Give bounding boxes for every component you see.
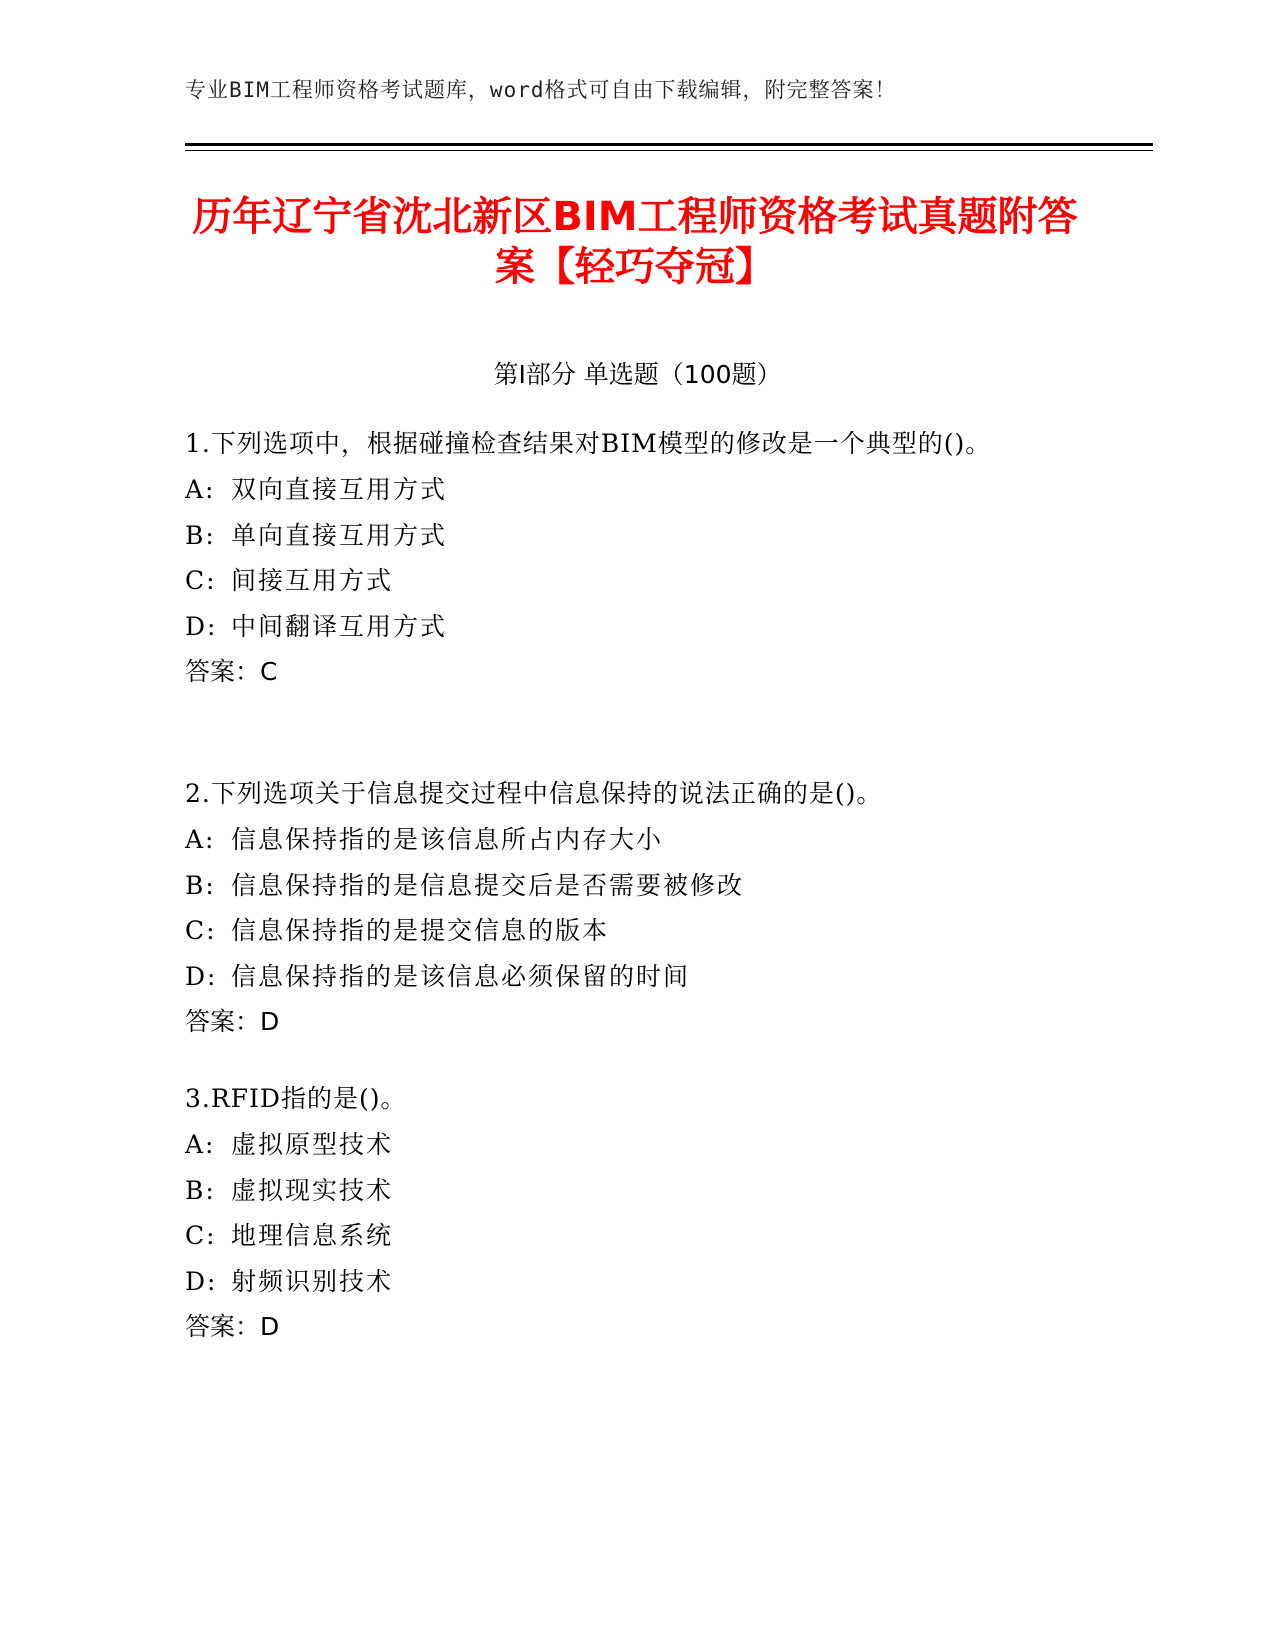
option-d	[185, 1259, 1085, 1305]
answer: 答案：D	[185, 1312, 280, 1341]
option-text: 虚拟现实技术	[231, 1175, 394, 1205]
option-text: 信息保持指的是该信息必须保留的时间	[231, 961, 691, 991]
option-d	[185, 604, 1085, 650]
answer: 答案：D	[185, 1007, 280, 1036]
option-key: B:	[185, 1175, 216, 1205]
option-key: B:	[185, 870, 216, 900]
option-a	[185, 1122, 1085, 1168]
option-key: D:	[185, 961, 218, 991]
option-c	[185, 558, 1085, 604]
option-key: D:	[185, 1266, 218, 1296]
option-text: 信息保持指的是信息提交后是否需要被修改	[231, 870, 745, 900]
question-1	[185, 421, 1085, 695]
option-text: 地理信息系统	[231, 1221, 394, 1250]
option-text: 间接互用方式	[231, 566, 394, 595]
option-c	[185, 908, 1085, 954]
option-a	[185, 817, 1085, 863]
option-text: 中间翻译互用方式	[231, 611, 448, 641]
option-key: B:	[185, 520, 216, 550]
option-text: 虚拟原型技术	[231, 1130, 394, 1159]
option-key: C:	[185, 566, 217, 595]
option-key: A:	[185, 475, 216, 504]
option-a	[185, 467, 1085, 513]
option-text: 单向直接互用方式	[231, 520, 448, 550]
question-3	[185, 1076, 1085, 1350]
option-key: C:	[185, 1221, 217, 1250]
answer: 答案：C	[185, 657, 278, 686]
option-text: 双向直接互用方式	[231, 475, 448, 504]
option-d	[185, 954, 1085, 1000]
option-b	[185, 863, 1085, 909]
option-b	[185, 1168, 1085, 1214]
option-b	[185, 513, 1085, 559]
option-text: 射频识别技术	[231, 1266, 394, 1296]
question-stem: 3.RFID指的是()。	[185, 1084, 407, 1113]
section-title: 第Ⅰ部分 单选题（100题）	[493, 360, 782, 389]
header-note: 专业BIM工程师资格考试题库，word格式可自由下载编辑，附完整答案！	[185, 78, 897, 102]
option-key: A:	[185, 825, 216, 854]
option-key: A:	[185, 1130, 216, 1159]
document-title: 历年辽宁省沈北新区BIM工程师资格考试真题附答案【轻巧夺冠】	[192, 194, 1078, 290]
option-key: D:	[185, 611, 218, 641]
question-stem: 1.下列选项中，根据碰撞检查结果对BIM模型的修改是一个典型的()。	[185, 429, 992, 458]
option-text: 信息保持指的是该信息所占内存大小	[231, 825, 664, 854]
header-rule-thin	[185, 150, 1153, 151]
option-text: 信息保持指的是提交信息的版本	[231, 916, 610, 945]
option-key: C:	[185, 916, 217, 945]
question-stem: 2.下列选项关于信息提交过程中信息保持的说法正确的是()。	[185, 779, 883, 808]
header-rule-thick	[185, 143, 1153, 146]
option-c	[185, 1213, 1085, 1259]
question-2	[185, 771, 1085, 1045]
